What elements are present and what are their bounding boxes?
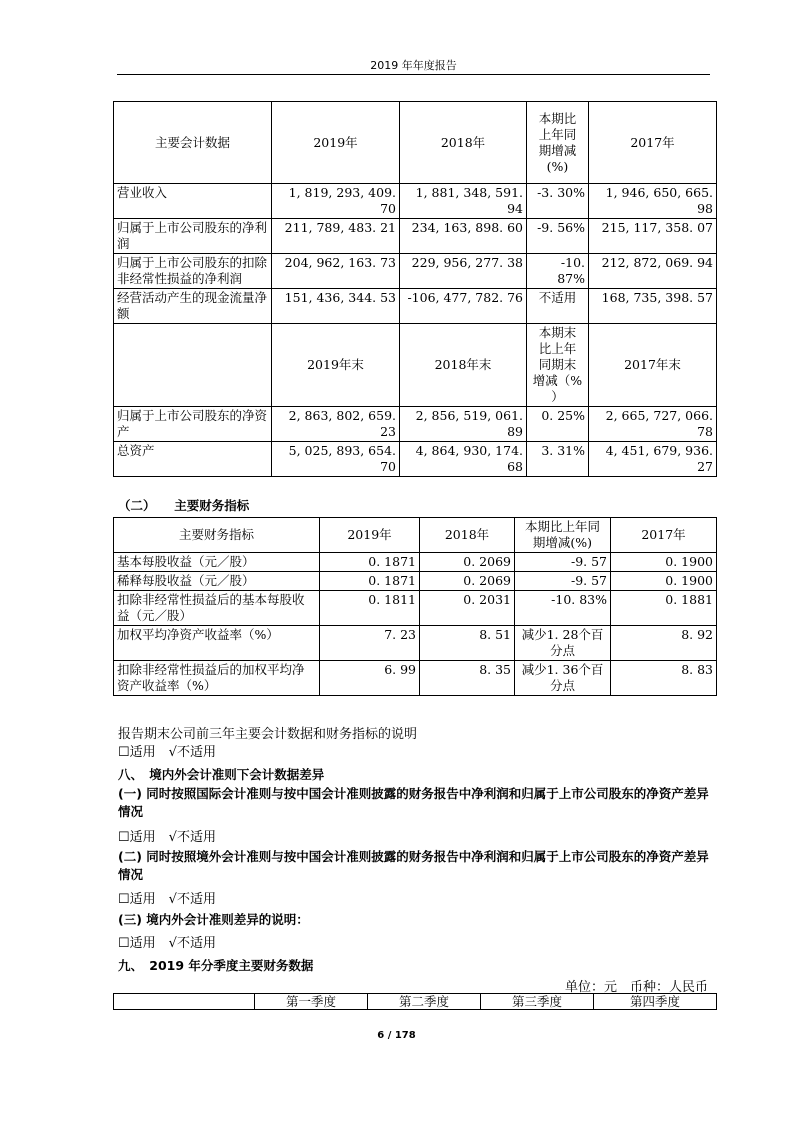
cell-value: 减少1. 28个百 分点 [515,626,611,661]
table-row [114,289,717,324]
cell-value: -9. 56% [527,219,589,254]
cell-value: 204, 962, 163. 73 [272,254,400,289]
column-header: 本期比 上年同 期增减 (%) [527,102,589,184]
cell-value: 8. 51 [420,626,515,661]
page-number: 6 / 178 [377,1030,416,1041]
column-header: 2019年末 [272,324,400,407]
column-header: 2018年 [420,518,515,553]
cell-value: 0. 1811 [320,591,420,626]
column-header: 第三季度 [481,994,594,1010]
applicable-choice-3: ☐适用 √不适用 [118,892,216,907]
cell-value: 7. 23 [320,626,420,661]
section-8-1-title: (一) 同时按照国际会计准则与按中国会计准则披露的财务报告中净利润和归属于上市公司股东的净资产差异情况 [118,786,709,819]
cell-value: -10. 83% [515,591,611,626]
cell-value: 8. 92 [611,626,717,661]
column-header [114,994,255,1010]
cell-value: 2, 863, 802, 659. 23 [272,407,400,442]
cell-value: 168, 735, 398. 57 [589,289,717,324]
table-row [114,626,717,661]
column-header: 2017年末 [589,324,717,407]
cell-value: 0. 2069 [420,572,515,591]
cell-value: 0. 1900 [611,572,717,591]
cell-value: 234, 163, 898. 60 [400,219,527,254]
cell-value: 1, 819, 293, 409. 70 [272,184,400,219]
cell-value: 8. 35 [420,661,515,696]
cell-value: 211, 789, 483. 21 [272,219,400,254]
column-header: 2018年 [400,102,527,184]
cell-value: 8. 83 [611,661,717,696]
column-header: 2019年 [320,518,420,553]
table-row [114,184,717,219]
row-label: 归属于上市公司股东的扣除非经常性损益的净利润 [114,254,272,289]
section-8-title: 八、 境内外会计准则下会计数据差异 [118,767,325,782]
header-row [114,994,717,1010]
page-header: 2019 年年度报告 [370,59,457,72]
section-9-title: 九、 2019 年分季度主要财务数据 [118,958,314,973]
quarterly-data-table [113,993,717,1010]
cell-value: 0. 1871 [320,572,420,591]
table-row [114,219,717,254]
column-header: 2018年末 [400,324,527,407]
cell-value: 212, 872, 069. 94 [589,254,717,289]
row-label: 营业收入 [114,184,272,219]
column-header: 2019年 [272,102,400,184]
cell-value: 0. 1871 [320,553,420,572]
cell-value: 0. 2031 [420,591,515,626]
cell-value: 不适用 [527,289,589,324]
cell-value: 151, 436, 344. 53 [272,289,400,324]
cell-value: 0. 2069 [420,553,515,572]
section-8-3-title: (三) 境内外会计准则差异的说明： [118,912,309,927]
cell-value: 减少1. 36个百 分点 [515,661,611,696]
column-header: 2017年 [611,518,717,553]
column-header: 本期末 比上年 同期末 增减（% ） [527,324,589,407]
row-label: 加权平均净资产收益率（%） [114,626,320,661]
cell-value: 2, 856, 519, 061. 89 [400,407,527,442]
row-label: 扣除非经常性损益后的基本每股收益（元／股） [114,591,320,626]
cell-value: 229, 956, 277. 38 [400,254,527,289]
cell-value: 2, 665, 727, 066. 78 [589,407,717,442]
table-row [114,254,717,289]
row-label: 基本每股收益（元／股） [114,553,320,572]
cell-value: -9. 57 [515,553,611,572]
column-header: 主要会计数据 [114,102,272,184]
row-label: 归属于上市公司股东的净资产 [114,407,272,442]
cell-value: 5, 025, 893, 654. 70 [272,442,400,477]
header-row [114,518,717,553]
cell-value: 3. 31% [527,442,589,477]
cell-value: -9. 57 [515,572,611,591]
cell-value: 6. 99 [320,661,420,696]
column-header: 本期比上年同 期增减(%) [515,518,611,553]
note-text: 报告期末公司前三年主要会计数据和财务指标的说明 [118,727,418,742]
applicable-choice-2: ☐适用 √不适用 [118,830,216,845]
column-header: 主要财务指标 [114,518,320,553]
header-row [114,102,717,184]
cell-value: -3. 30% [527,184,589,219]
section-8-2-title: (二) 同时按照境外会计准则与按中国会计准则披露的财务报告中净利润和归属于上市公司股东的净资产差异情况 [118,849,709,882]
row-label: 扣除非经常性损益后的加权平均净资产收益率（%） [114,661,320,696]
accounting-data-table [113,101,717,477]
cell-value: 1, 881, 348, 591. 94 [400,184,527,219]
table-row [114,591,717,626]
cell-value: 0. 1881 [611,591,717,626]
cell-value: 4, 864, 930, 174. 68 [400,442,527,477]
column-header: 第一季度 [255,994,368,1010]
row-label: 稀释每股收益（元／股） [114,572,320,591]
header-row [114,324,717,407]
section-2-title: （二） 主要财务指标 [118,498,250,513]
cell-value: 0. 25% [527,407,589,442]
column-header: 2017年 [589,102,717,184]
column-header [114,324,272,407]
cell-value: 215, 117, 358. 07 [589,219,717,254]
column-header: 第二季度 [368,994,481,1010]
table-row [114,572,717,591]
table-row [114,553,717,572]
cell-value: -10. 87% [527,254,589,289]
applicable-choice-1: ☐适用 √不适用 [118,745,216,760]
cell-value: 1, 946, 650, 665. 98 [589,184,717,219]
financial-indicators-table [113,517,717,696]
cell-value: -106, 477, 782. 76 [400,289,527,324]
row-label: 经营活动产生的现金流量净额 [114,289,272,324]
cell-value: 4, 451, 679, 936. 27 [589,442,717,477]
header-rule [117,74,710,75]
cell-value: 0. 1900 [611,553,717,572]
column-header: 第四季度 [594,994,717,1010]
table-row [114,442,717,477]
table-row [114,407,717,442]
unit-label: 单位：元 币种：人民币 [564,980,708,995]
row-label: 总资产 [114,442,272,477]
table-row [114,661,717,696]
applicable-choice-4: ☐适用 √不适用 [118,936,216,951]
row-label: 归属于上市公司股东的净利润 [114,219,272,254]
